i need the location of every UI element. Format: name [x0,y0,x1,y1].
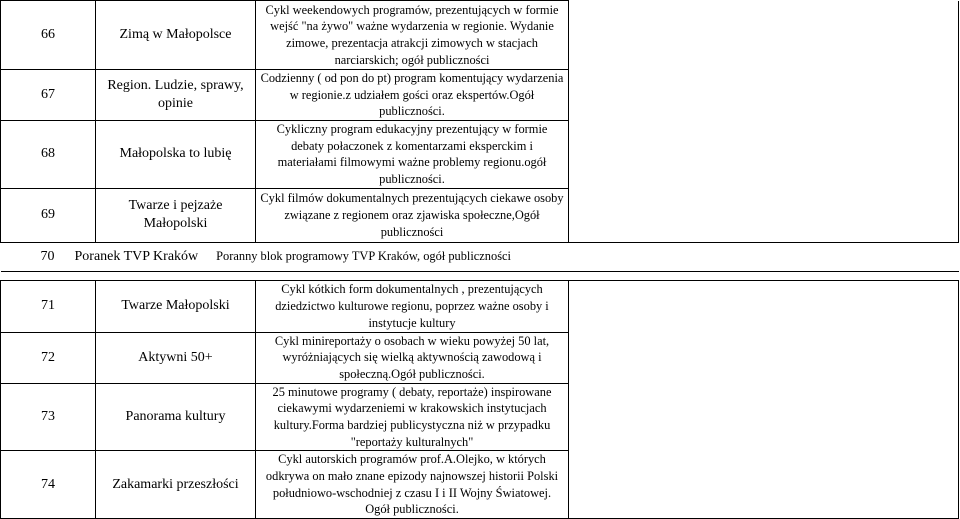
program-description: Cykliczny program edukacyjny prezentujący w formie debaty połaczonek z komentarzami eksperckim i materiałami filmowymi ważne problemy regionu.ogół publiczności. [256,120,569,188]
program-title: Twarze i pejzaże Małopolski [96,188,256,242]
program-number: 72 [1,332,96,383]
empty-cell [569,1,959,243]
program-number: 70 [40,248,55,264]
program-number: 73 [1,383,96,450]
program-row-70 [1,242,959,271]
program-description: Poranny blok programowy TVP Kraków, ogół publiczności [216,248,511,263]
table-row [1,242,959,271]
program-number: 68 [1,120,96,188]
program-description: Cykl filmów dokumentalnych prezentujących ciekawe osoby związane z regionem oraz zjawiska społeczne,Ogół publiczności [256,188,569,242]
program-description: Cykl autorskich programów prof.A.Olejko, w których odkrywa on mało znane epizody najnowszej historii Polski południowo-wschodniej z czasu I i II Wojny Światowej. Ogół publiczności. [256,451,569,519]
program-title: Małopolska to lubię [96,120,256,188]
program-title: Zimą w Małopolsce [96,1,256,70]
row-gap [1,271,959,280]
program-number: 74 [1,451,96,519]
program-title: Region. Ludzie, sprawy, opinie [96,70,256,121]
table-row [1,1,959,70]
program-number: 69 [1,188,96,242]
program-description: 25 minutowe programy ( debaty, reportaże) inspirowane ciekawymi wydarzeniemi w krakowskich instytucjach kultury.Forma bardziej publicystyczna niż w przypadku "reportaży kulturalnych" [256,383,569,450]
program-title: Zakamarki przeszłości [96,451,256,519]
empty-cell [569,280,959,518]
program-title: Aktywni 50+ [96,332,256,383]
table-row [1,280,959,332]
program-description: Cykl kótkich form dokumentalnych , prezentujących dziedzictwo kulturowe regionu, poprzez ważne osoby i instytucje kultury [256,280,569,332]
program-number: 66 [1,1,96,70]
program-title: Panorama kultury [96,383,256,450]
program-description: Cykl weekendowych programów, prezentujących w formie wejść "na żywo" ważne wydarzenia w regionie. Wydanie zimowe, prezentacja atrakcji zimowych w stacjach narciarskich; ogół publiczności [256,1,569,70]
program-title: Twarze Małopolski [96,280,256,332]
program-title: Poranek TVP Kraków [74,248,199,264]
program-description: Cykl minireportaży o osobach w wieku powyżej 50 lat, wyróżniających się wielką aktywnością zawodową i społeczną.Ogół publiczności. [256,332,569,383]
program-description: Codzienny ( od pon do pt) program komentujący wydarzenia w regionie.z udziałem gości oraz ekspertów.Ogół publiczności. [256,70,569,121]
program-number: 67 [1,70,96,121]
program-number: 71 [1,280,96,332]
